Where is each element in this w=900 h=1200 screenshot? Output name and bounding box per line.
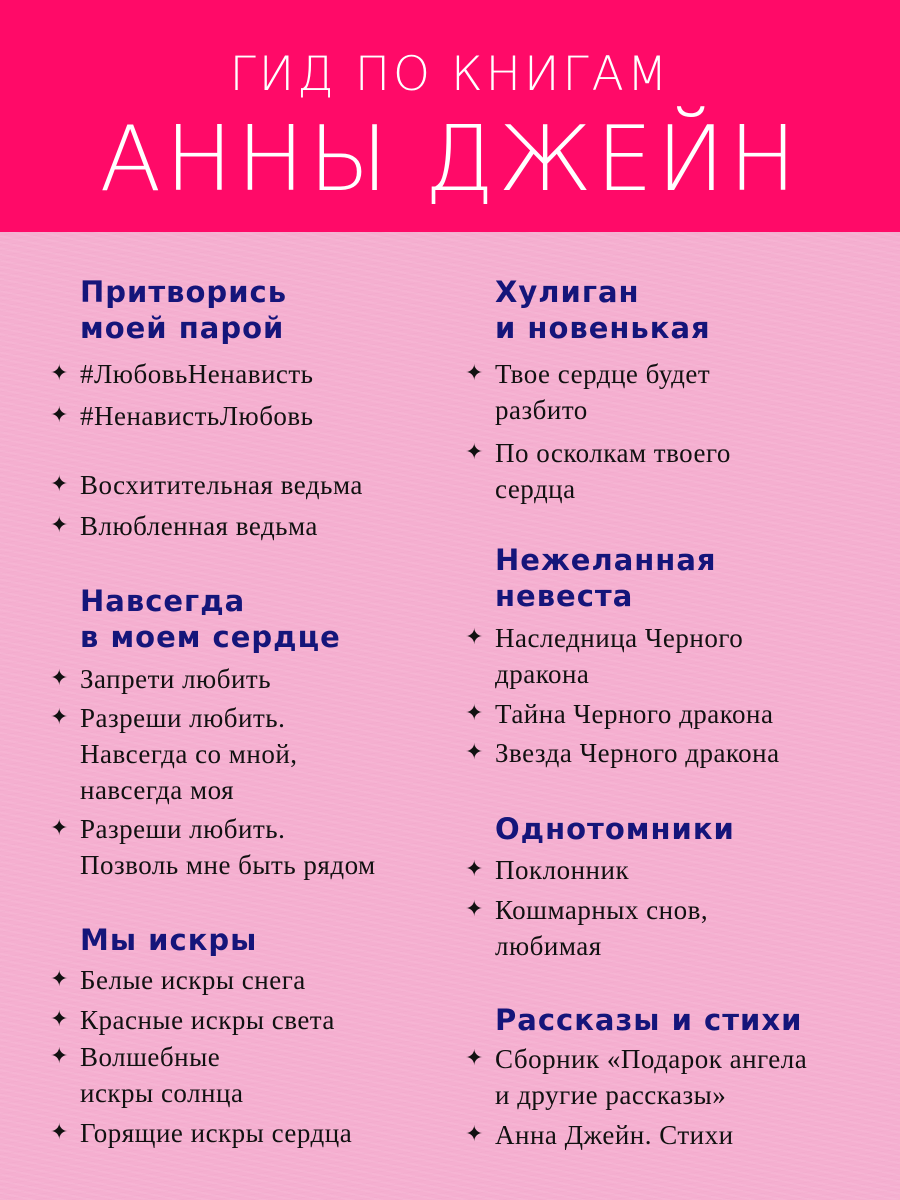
star-bullet-icon: ✦ (465, 740, 484, 765)
star-bullet-icon: ✦ (465, 625, 484, 650)
star-bullet-icon: ✦ (465, 440, 484, 465)
book-list-item (50, 356, 314, 392)
book-title-line: искры солнца (80, 1078, 244, 1108)
book-list-item (50, 1002, 335, 1038)
series-title (495, 542, 717, 614)
book-list-item (50, 1039, 244, 1111)
star-bullet-icon: ✦ (50, 1120, 69, 1145)
book-title-line: Восхитительная ведьма (80, 470, 363, 500)
book-title-line: Позволь мне быть рядом (80, 850, 376, 880)
book-title-line: Запрети любить (80, 664, 272, 694)
series-title (495, 1002, 802, 1038)
book-title-line: любимая (495, 931, 602, 961)
star-bullet-icon: ✦ (50, 513, 69, 538)
star-bullet-icon: ✦ (465, 701, 484, 726)
star-bullet-icon: ✦ (50, 361, 69, 386)
book-title-line: По осколкам твоего (495, 438, 731, 468)
book-title-line: #ЛюбовьНенависть (80, 359, 314, 389)
book-list-item (50, 962, 306, 998)
book-list-item (50, 811, 376, 883)
book-title-line: Белые искры снега (80, 965, 306, 995)
series-title-line: Навсегда (80, 584, 246, 618)
star-bullet-icon: ✦ (50, 705, 69, 730)
book-title-line: Звезда Черного дракона (495, 738, 780, 768)
book-title-line: Влюбленная ведьма (80, 511, 318, 541)
book-list-item (465, 356, 711, 428)
book-list-item (50, 1115, 353, 1151)
book-list-item (465, 892, 709, 964)
book-list-item (465, 852, 630, 888)
series-title-line: Хулиган (495, 275, 640, 309)
book-list-item (465, 1041, 808, 1113)
star-bullet-icon: ✦ (465, 361, 484, 386)
book-title-line: Сборник «Подарок ангела (495, 1044, 808, 1074)
series-title-line: и новенькая (495, 311, 711, 345)
book-list-item (465, 435, 731, 507)
book-title-line: Разреши любить. (80, 703, 286, 733)
book-title-line: Анна Джейн. Стихи (495, 1120, 734, 1150)
series-title-line: в моем сердце (80, 620, 341, 654)
book-title-line: сердца (495, 474, 576, 504)
star-bullet-icon: ✦ (50, 1044, 69, 1069)
book-list-item (465, 1117, 734, 1153)
series-title (495, 274, 711, 346)
series-title-line: Мы искры (80, 923, 258, 957)
series-title-line: Однотомники (495, 812, 735, 846)
series-title-line: Нежеланная (495, 543, 717, 577)
book-list-item (50, 398, 314, 434)
book-title-line: Кошмарных снов, (495, 895, 709, 925)
star-bullet-icon: ✦ (50, 403, 69, 428)
book-list-item (465, 735, 780, 771)
star-bullet-icon: ✦ (50, 472, 69, 497)
poster-subtitle: ГИД ПО КНИГАМ (229, 47, 671, 102)
series-title-line: Рассказы и стихи (495, 1003, 803, 1037)
book-title-line: Тайна Черного дракона (495, 699, 774, 729)
book-title-line: Твое сердце будет (495, 359, 711, 389)
book-title-line: Навсегда со мной, (80, 739, 298, 769)
star-bullet-icon: ✦ (50, 1007, 69, 1032)
series-title (80, 583, 341, 655)
book-title-line: навсегда моя (80, 775, 235, 805)
series-title (80, 274, 287, 346)
series-title (80, 922, 257, 958)
star-bullet-icon: ✦ (50, 816, 69, 841)
star-bullet-icon: ✦ (50, 666, 69, 691)
book-title-line: Наследница Черного (495, 623, 744, 653)
book-title-line: Горящие искры сердца (80, 1118, 353, 1148)
book-list-item (50, 700, 298, 808)
book-title-line: #НенавистьЛюбовь (80, 401, 314, 431)
book-list-item (465, 696, 774, 732)
book-title-line: Разреши любить. (80, 814, 286, 844)
book-title-line: Красные искры света (80, 1005, 335, 1035)
book-title-line: дракона (495, 659, 590, 689)
series-title-line: моей парой (80, 311, 285, 345)
series-title (495, 811, 735, 847)
book-title-line: разбито (495, 395, 588, 425)
book-list-item (50, 661, 272, 697)
star-bullet-icon: ✦ (465, 1046, 484, 1071)
book-list-item (465, 620, 744, 692)
book-list-item (50, 508, 318, 544)
star-bullet-icon: ✦ (465, 857, 484, 882)
star-bullet-icon: ✦ (465, 1122, 484, 1147)
book-title-line: и другие рассказы» (495, 1080, 727, 1110)
star-bullet-icon: ✦ (50, 967, 69, 992)
header-banner (0, 0, 900, 232)
series-title-line: невеста (495, 579, 634, 613)
poster-title: АННЫ ДЖЕЙН (99, 107, 801, 212)
series-title-line: Притворись (80, 275, 288, 309)
book-list-item (50, 467, 363, 503)
book-title-line: Волшебные (80, 1042, 221, 1072)
star-bullet-icon: ✦ (465, 897, 484, 922)
book-title-line: Поклонник (495, 855, 630, 885)
